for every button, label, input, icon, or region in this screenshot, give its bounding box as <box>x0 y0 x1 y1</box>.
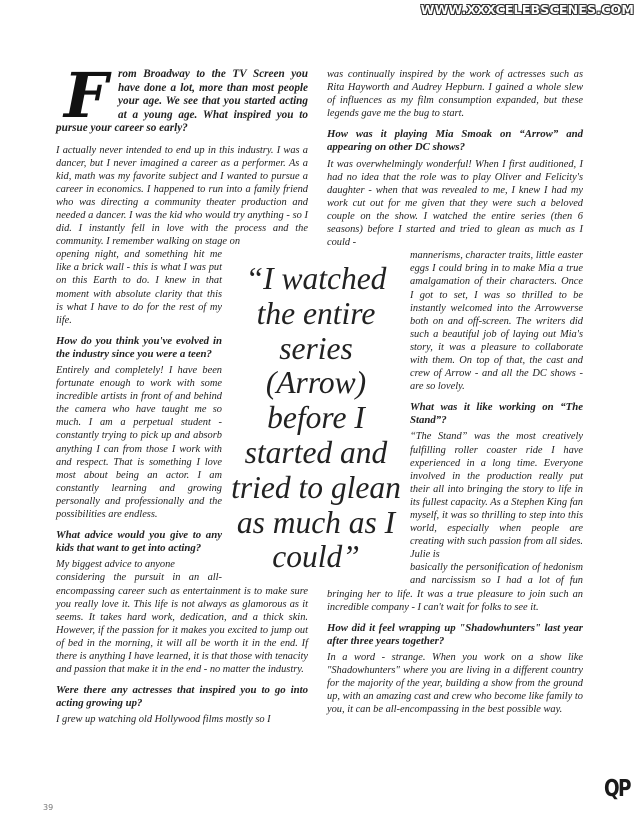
question-6: What was it like working on “The Stand”? <box>410 401 583 427</box>
answer-4-continued: was continually inspired by the work of actresses such as Rita Hayworth and Audrey Hepburn. I gained a whole slew of influences as my film consumption expanded, but these legends gave me the bug to start. <box>327 69 583 120</box>
question-2: How do you think you've evolved in the industry since you were a teen? <box>56 334 222 360</box>
answer-5: It was overwhelmingly wonderful! When I first auditioned, I had no idea that the role was to play Oliver and Felicity's daughter - when that was revealed to me, I knew I had my work cut out for me given that they were such a beloved couple on the show. I watched the entire series (then 6 seasons) before I started and tried to glean as much as I could - <box>327 158 583 249</box>
answer-1-continued: opening night, and something hit me like a brick wall - this is what I was put on this Earth to do. I knew in that moment with absolute clarity that this is what I have to do for the rest of my life. <box>56 249 222 326</box>
intro-text: rom Broadway to the TV Screen you have done a lot, more than most people your age. We see that you started acting at a young age. What inspired you to pursue your career so early? <box>56 68 308 134</box>
answer-7: In a word - strange. When you work on a show like "Shadowhunters" where you are living in a different country for the majority of the year, building a show from the ground up, with an amazing cast and crew who become like family to you, it can be all-encompassing in the best possible way. <box>327 651 583 716</box>
answer-5-continued: mannerisms, character traits, little easter eggs I could bring in to make Mia a true amalgamation of their characters. Once I got to set, I was so thrilled to be instantly welcomed into the Arrowverse both on and off-screen. The writers did such a beautiful job of laying out Mia's story, it was a pleasure to collaborate with them. On top of that, the cast and crew of Arrow - and all the DC shows - are so lovely. <box>410 250 583 393</box>
answer-6: “The Stand” was the most creatively fulfilling roller coaster ride I have experienced in a long time. Everyone involved in the production really put their all into bringing the story to life in its fullest capacity. As a Stephen King fan myself, it was so thrilling to step into this world, especially when people are creating with such passion from all sides. Julie is <box>410 431 583 561</box>
answer-2: Entirely and completely! I have been fortunate enough to work with some incredible artists in front of and behind the camera who have taught me so much. I am a perpetual student - constantly trying to pick up and absorb anything I can from those I work with and respect. That is something I love most about being an actor. I am constantly learning and growing personally and professionally and the possibilities are endless. <box>56 365 222 521</box>
question-7: How did it feel wrapping up "Shadowhunters" last year after three years together? <box>327 621 583 647</box>
pull-quote: “I watched the entire series (Arrow) before I started and tried to glean as much as I could” <box>231 261 401 575</box>
answer-3-start: My biggest advice to anyone <box>56 559 175 571</box>
question-5: How was it playing Mia Smoak on “Arrow” and appearing on other DC shows? <box>327 128 583 154</box>
intro-question <box>56 59 308 136</box>
drop-cap: F <box>64 59 109 132</box>
page-number: 39 <box>43 803 54 812</box>
magazine-logo: QP <box>604 776 630 802</box>
answer-4: I grew up watching old Hollywood films mostly so I <box>56 714 271 726</box>
answer-6-continued: basically the personification of hedonism and narcissism so I had a lot of fun bringing her to life. It was a true pleasure to join such an incredible company - I can't wait for folks to see it. <box>327 562 583 613</box>
answer-3: considering the pursuit in an all-encompassing career such as entertainment is to make sure you really love it. This life is not always as glamorous as it seems. It takes hard work, dedication, and a thick skin. However, if the passion for it makes you excited to jump out of bed in the morning, it will all be worth it in the end. If there is anything I have learned, it is that those with tenacity and passion that make it in the end - no matter the industry. <box>56 572 308 676</box>
answer-1: I actually never intended to end up in this industry. I was a dancer, but I never imagined a career as a performer. As a kid, math was my favorite subject and I wanted to pursue a career in economics. I happened to run into a family friend who was directing a community theater production and needed a dancer. I was the kid who would try anything - so I did. I instantly fell in love with the process and the community. I remember walking on stage on <box>56 144 308 248</box>
question-4: Were there any actresses that inspired you to go into acting growing up? <box>56 684 308 710</box>
watermark: WWW.XXXCELEBSCENES.COM <box>420 2 634 17</box>
question-3: What advice would you give to any kids that want to get into acting? <box>56 529 222 555</box>
